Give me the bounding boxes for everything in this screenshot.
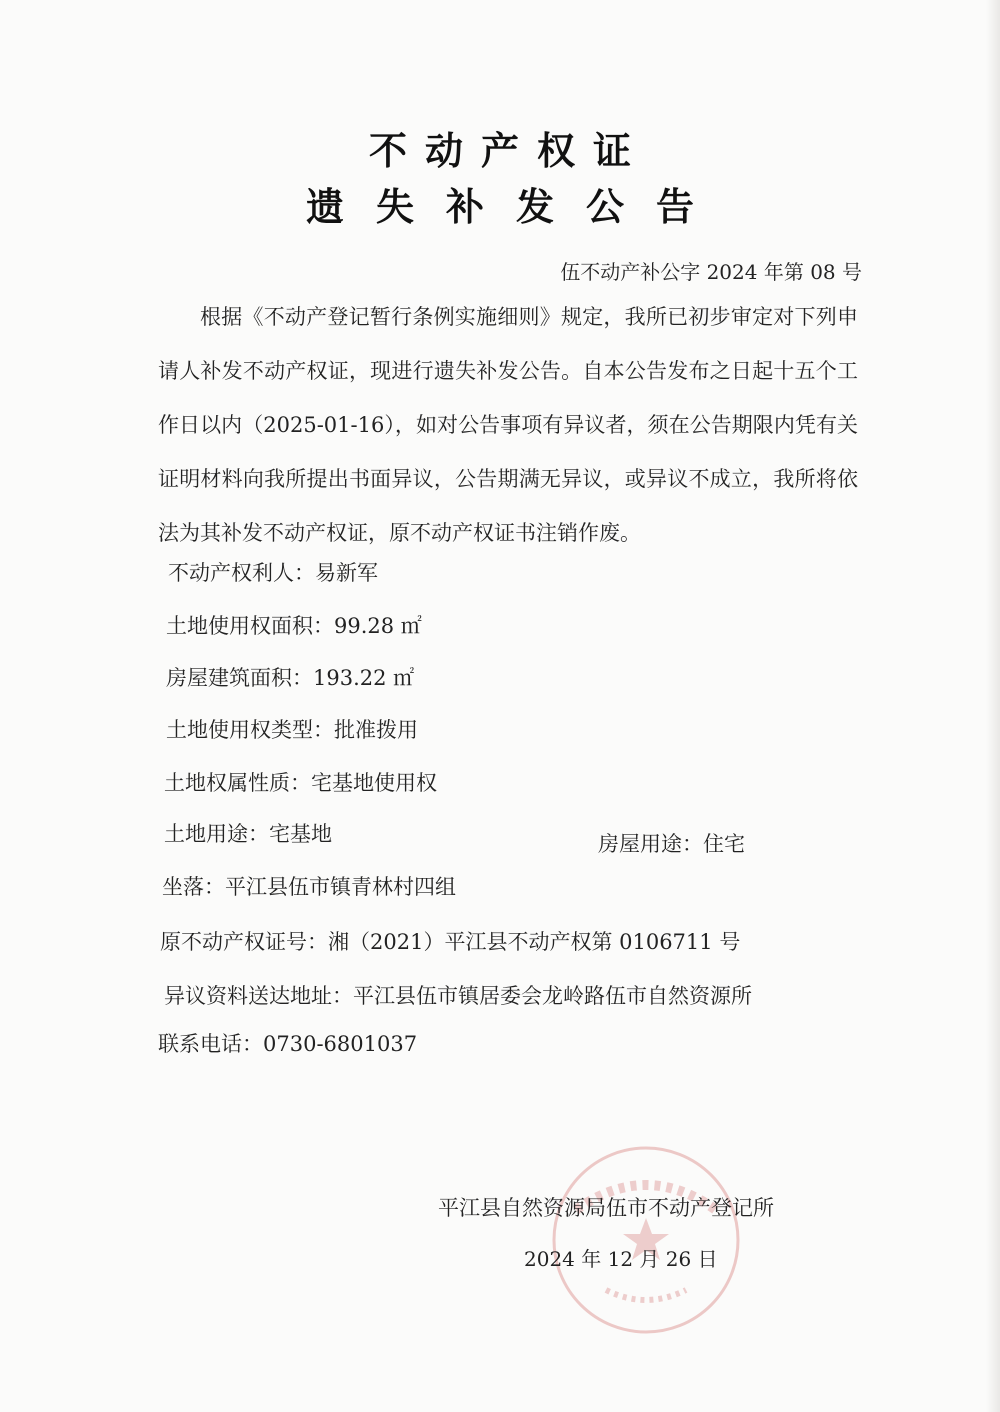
seal-bottom-mark	[606, 1290, 686, 1300]
signature-organization: 平江县自然资源局伍市不动产登记所	[438, 1196, 774, 1220]
field-land-area: 土地使用权面积：99.28 ㎡	[166, 614, 422, 638]
signature-date: 2024 年 12 月 26 日	[524, 1247, 718, 1271]
field-objection-address: 异议资料送达地址：平江县伍市镇居委会龙岭路伍市自然资源所	[164, 984, 752, 1008]
field-original-cert: 原不动产权证号：湘（2021）平江县不动产权第 0106711 号	[160, 930, 741, 954]
field-phone: 联系电话：0730-6801037	[158, 1032, 418, 1056]
field-land-nature: 土地权属性质：宅基地使用权	[164, 771, 437, 795]
document-number: 伍不动产补公字 2024 年第 08 号	[560, 260, 862, 284]
notice-body: 根据《不动产登记暂行条例实施细则》规定，我所已初步审定对下列申请人补发不动产权证，现进行遗失补发公告。自本公告发布之日起十五个工作日以内（2025-01-16），如对公告事项有异议者，须在公告期限内凭有关证明材料向我所提出书面异议，公告期满无异议，或异议不成立，我所将依法为其补发不动产权证，原不动产权证书注销作废。	[158, 305, 858, 545]
field-building-area: 房屋建筑面积：193.22 ㎡	[166, 666, 415, 690]
field-land-use: 土地用途：宅基地	[164, 822, 332, 846]
field-owner: 不动产权利人：易新军	[168, 561, 378, 585]
field-house-use: 房屋用途：住宅	[598, 832, 745, 856]
title-line-1: 不动产权证	[368, 129, 649, 173]
official-seal	[546, 1140, 746, 1340]
title-line-2: 遗失补发公告	[305, 185, 726, 229]
field-location: 坐落：平江县伍市镇青林村四组	[162, 875, 456, 899]
seal-outer-ring	[554, 1148, 738, 1332]
field-land-right-type: 土地使用权类型：批准拨用	[166, 718, 418, 742]
